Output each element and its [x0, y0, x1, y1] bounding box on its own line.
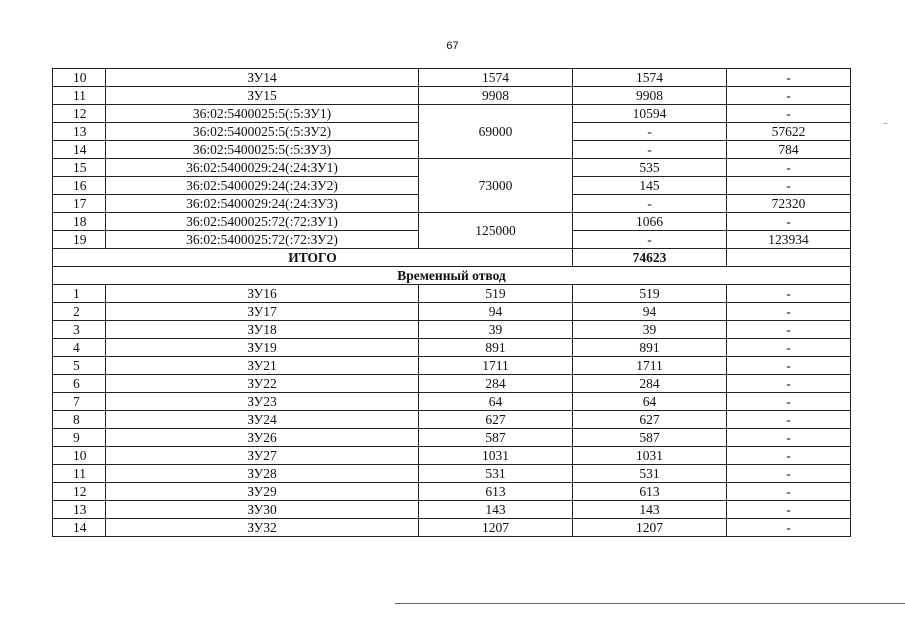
table-row — [53, 159, 851, 177]
land-plots-table — [52, 68, 851, 537]
area-value-cell: 535 — [573, 159, 727, 177]
table-row — [53, 105, 851, 123]
area-extra-cell: - — [727, 393, 851, 411]
plot-id-cell: ЗУ22 — [106, 375, 419, 393]
area-extra-cell: - — [727, 87, 851, 105]
area-extra-cell: - — [727, 465, 851, 483]
area-total-cell: 613 — [419, 483, 573, 501]
plot-id-cell: ЗУ26 — [106, 429, 419, 447]
area-value-cell: 891 — [573, 339, 727, 357]
plot-id-cell: ЗУ17 — [106, 303, 419, 321]
area-value-cell: - — [573, 195, 727, 213]
area-total-cell: 1574 — [419, 69, 573, 87]
row-number-cell: 4 — [53, 339, 106, 357]
total-row — [53, 249, 851, 267]
plot-id-cell: 36:02:5400029:24(:24:ЗУ1) — [106, 159, 419, 177]
area-value-cell: 145 — [573, 177, 727, 195]
area-value-cell: 627 — [573, 411, 727, 429]
area-total-cell: 9908 — [419, 87, 573, 105]
area-total-cell: 891 — [419, 339, 573, 357]
row-number-cell: 12 — [53, 105, 106, 123]
area-total-cell: 1207 — [419, 519, 573, 537]
area-extra-cell: - — [727, 429, 851, 447]
plot-id-cell: ЗУ16 — [106, 285, 419, 303]
area-value-cell: 94 — [573, 303, 727, 321]
area-extra-cell: - — [727, 285, 851, 303]
area-extra-cell: 784 — [727, 141, 851, 159]
row-number-cell: 7 — [53, 393, 106, 411]
plot-id-cell: 36:02:5400029:24(:24:ЗУ2) — [106, 177, 419, 195]
area-value-cell: 1574 — [573, 69, 727, 87]
row-number-cell: 6 — [53, 375, 106, 393]
table-row — [53, 321, 851, 339]
plot-id-cell: ЗУ30 — [106, 501, 419, 519]
area-value-cell: 284 — [573, 375, 727, 393]
area-total-cell: 1711 — [419, 357, 573, 375]
area-value-cell: 10594 — [573, 105, 727, 123]
row-number-cell: 12 — [53, 483, 106, 501]
row-number-cell: 13 — [53, 123, 106, 141]
area-extra-cell: - — [727, 501, 851, 519]
total-label: ИТОГО — [53, 249, 573, 267]
plot-id-cell: ЗУ32 — [106, 519, 419, 537]
page-number: 67 — [446, 40, 459, 52]
area-value-cell: - — [573, 231, 727, 249]
row-number-cell: 11 — [53, 87, 106, 105]
table-row — [53, 429, 851, 447]
area-extra-cell: - — [727, 339, 851, 357]
row-number-cell: 2 — [53, 303, 106, 321]
area-total-cell: 39 — [419, 321, 573, 339]
table-row — [53, 411, 851, 429]
plot-id-cell: 36:02:5400025:72(:72:ЗУ1) — [106, 213, 419, 231]
table-row — [53, 339, 851, 357]
area-total-cell: 531 — [419, 465, 573, 483]
area-extra-cell: - — [727, 519, 851, 537]
table-row — [53, 375, 851, 393]
area-value-cell: 587 — [573, 429, 727, 447]
plot-id-cell: ЗУ28 — [106, 465, 419, 483]
area-extra-cell: - — [727, 321, 851, 339]
row-number-cell: 11 — [53, 465, 106, 483]
area-value-cell: 1207 — [573, 519, 727, 537]
area-value-cell: 1711 — [573, 357, 727, 375]
plot-id-cell: ЗУ27 — [106, 447, 419, 465]
plot-id-cell: ЗУ14 — [106, 69, 419, 87]
row-number-cell: 16 — [53, 177, 106, 195]
plot-id-cell: 36:02:5400025:72(:72:ЗУ2) — [106, 231, 419, 249]
area-total-cell: 1031 — [419, 447, 573, 465]
row-number-cell: 18 — [53, 213, 106, 231]
table-row — [53, 357, 851, 375]
footer-line — [395, 603, 905, 604]
plot-id-cell: 36:02:5400025:5(:5:ЗУ1) — [106, 105, 419, 123]
row-number-cell: 9 — [53, 429, 106, 447]
area-extra-cell: 123934 — [727, 231, 851, 249]
area-value-cell: 1066 — [573, 213, 727, 231]
table-row — [53, 483, 851, 501]
area-total-cell: 519 — [419, 285, 573, 303]
area-value-cell: 519 — [573, 285, 727, 303]
plot-id-cell: ЗУ19 — [106, 339, 419, 357]
area-total-cell: 94 — [419, 303, 573, 321]
total-value: 74623 — [573, 249, 727, 267]
table-row — [53, 303, 851, 321]
area-extra-cell: - — [727, 213, 851, 231]
section-header-row — [53, 267, 851, 285]
area-value-cell: - — [573, 141, 727, 159]
section-title: Временный отвод — [53, 267, 851, 285]
table-row — [53, 519, 851, 537]
row-number-cell: 10 — [53, 69, 106, 87]
table-row — [53, 69, 851, 87]
area-extra-cell: - — [727, 159, 851, 177]
row-number-cell: 13 — [53, 501, 106, 519]
row-number-cell: 14 — [53, 519, 106, 537]
area-total-cell: 125000 — [419, 213, 573, 249]
area-extra-cell: - — [727, 411, 851, 429]
plot-id-cell: ЗУ21 — [106, 357, 419, 375]
area-extra-cell: 57622 — [727, 123, 851, 141]
row-number-cell: 5 — [53, 357, 106, 375]
table-row — [53, 393, 851, 411]
table-row — [53, 465, 851, 483]
table-row — [53, 447, 851, 465]
area-value-cell: 613 — [573, 483, 727, 501]
plot-id-cell: 36:02:5400025:5(:5:ЗУ3) — [106, 141, 419, 159]
area-value-cell: 64 — [573, 393, 727, 411]
plot-id-cell: ЗУ29 — [106, 483, 419, 501]
table-row — [53, 285, 851, 303]
area-value-cell: 39 — [573, 321, 727, 339]
total-empty-cell — [727, 249, 851, 267]
row-number-cell: 8 — [53, 411, 106, 429]
edge-mark — [884, 123, 887, 124]
row-number-cell: 17 — [53, 195, 106, 213]
plot-id-cell: ЗУ24 — [106, 411, 419, 429]
land-plots-table-body — [53, 69, 851, 537]
area-total-cell: 73000 — [419, 159, 573, 213]
area-extra-cell: - — [727, 357, 851, 375]
row-number-cell: 19 — [53, 231, 106, 249]
area-extra-cell: 72320 — [727, 195, 851, 213]
area-value-cell: - — [573, 123, 727, 141]
area-value-cell: 1031 — [573, 447, 727, 465]
area-value-cell: 143 — [573, 501, 727, 519]
area-extra-cell: - — [727, 447, 851, 465]
row-number-cell: 3 — [53, 321, 106, 339]
area-total-cell: 143 — [419, 501, 573, 519]
plot-id-cell: 36:02:5400025:5(:5:ЗУ2) — [106, 123, 419, 141]
row-number-cell: 10 — [53, 447, 106, 465]
table-row — [53, 213, 851, 231]
row-number-cell: 1 — [53, 285, 106, 303]
area-total-cell: 587 — [419, 429, 573, 447]
area-extra-cell: - — [727, 177, 851, 195]
table-row — [53, 87, 851, 105]
area-total-cell: 284 — [419, 375, 573, 393]
area-total-cell: 64 — [419, 393, 573, 411]
area-extra-cell: - — [727, 69, 851, 87]
area-total-cell: 69000 — [419, 105, 573, 159]
plot-id-cell: ЗУ15 — [106, 87, 419, 105]
table-row — [53, 501, 851, 519]
area-extra-cell: - — [727, 105, 851, 123]
area-total-cell: 627 — [419, 411, 573, 429]
area-extra-cell: - — [727, 303, 851, 321]
row-number-cell: 14 — [53, 141, 106, 159]
area-extra-cell: - — [727, 375, 851, 393]
area-value-cell: 9908 — [573, 87, 727, 105]
plot-id-cell: ЗУ18 — [106, 321, 419, 339]
area-extra-cell: - — [727, 483, 851, 501]
area-value-cell: 531 — [573, 465, 727, 483]
plot-id-cell: 36:02:5400029:24(:24:ЗУ3) — [106, 195, 419, 213]
row-number-cell: 15 — [53, 159, 106, 177]
plot-id-cell: ЗУ23 — [106, 393, 419, 411]
